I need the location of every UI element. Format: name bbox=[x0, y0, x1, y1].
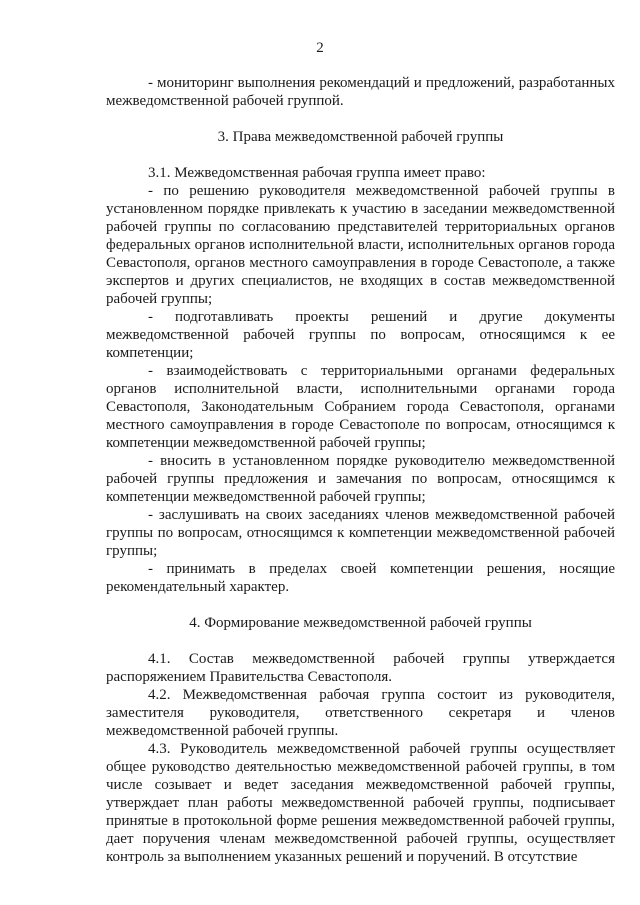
paragraph-right-prepare: - подготавливать проекты решений и другие документы межведомственной рабочей группы по вопросам, относящимся к ее компетенции; bbox=[106, 309, 615, 361]
paragraph-right-decide: - принимать в пределах своей компетенции решения, носящие рекомендательный характер. bbox=[106, 561, 615, 595]
paragraph-right-hear: - заслушивать на своих заседаниях членов межведомственной рабочей группы по вопросам, относящимся к компетенции межведомственной рабочей группы; bbox=[106, 507, 615, 559]
paragraph-right-invite: - по решению руководителя межведомственной рабочей группы в установленном порядке привлекать к участию в заседании межведомственной рабочей группы по согласованию представителей территориальных органов федеральных органов исполнительной власти, исполнительных органов города Севастополя, органов местного самоуправления в городе Севастополе, а также экспертов и других специалистов, не входящих в состав межведомственной рабочей группы; bbox=[106, 183, 615, 307]
paragraph-4-1: 4.1. Состав межведомственной рабочей группы утверждается распоряжением Правительства Севастополя. bbox=[106, 651, 615, 685]
paragraph-4-2: 4.2. Межведомственная рабочая группа состоит из руководителя, заместителя руководителя, ответственного секретаря и членов межведомственной рабочей группы. bbox=[106, 687, 615, 739]
document-body bbox=[106, 74, 615, 866]
page-number: 2 bbox=[316, 40, 324, 56]
paragraph-3-1: 3.1. Межведомственная рабочая группа имеет право: bbox=[148, 165, 486, 181]
paragraph-monitoring: - мониторинг выполнения рекомендаций и предложений, разработанных межведомственной рабочей группой. bbox=[106, 75, 615, 109]
paragraph-right-interact: - взаимодействовать с территориальными органами федеральных органов исполнительной власти, исполнительными органами города Севастополя, Законодательным Собранием города Севастополя, органами местного самоуправления в городе Севастополе по вопросам, относящимся к компетенции межведомственной рабочей группы; bbox=[106, 363, 615, 451]
paragraph-right-submit: - вносить в установленном порядке руководителю межведомственной рабочей группы предложения и замечания по вопросам, относящимся к компетенции межведомственной рабочей группы; bbox=[106, 453, 615, 505]
paragraph-4-3: 4.3. Руководитель межведомственной рабочей группы осуществляет общее руководство деятельностью межведомственной рабочей группы, в том числе созывает и ведет заседания межведомственной рабочей группы, утверждает план работы межведомственной рабочей группы, подписывает принятые в протокольной форме решения межведомственной рабочей группы, дает поручения членам межведомственной рабочей группы, осуществляет контроль за выполнением указанных решений и поручений. В отсутствие bbox=[106, 741, 615, 865]
section-heading-3: 3. Права межведомственной рабочей группы bbox=[217, 129, 504, 145]
section-heading-4: 4. Формирование межведомственной рабочей группы bbox=[189, 615, 532, 631]
